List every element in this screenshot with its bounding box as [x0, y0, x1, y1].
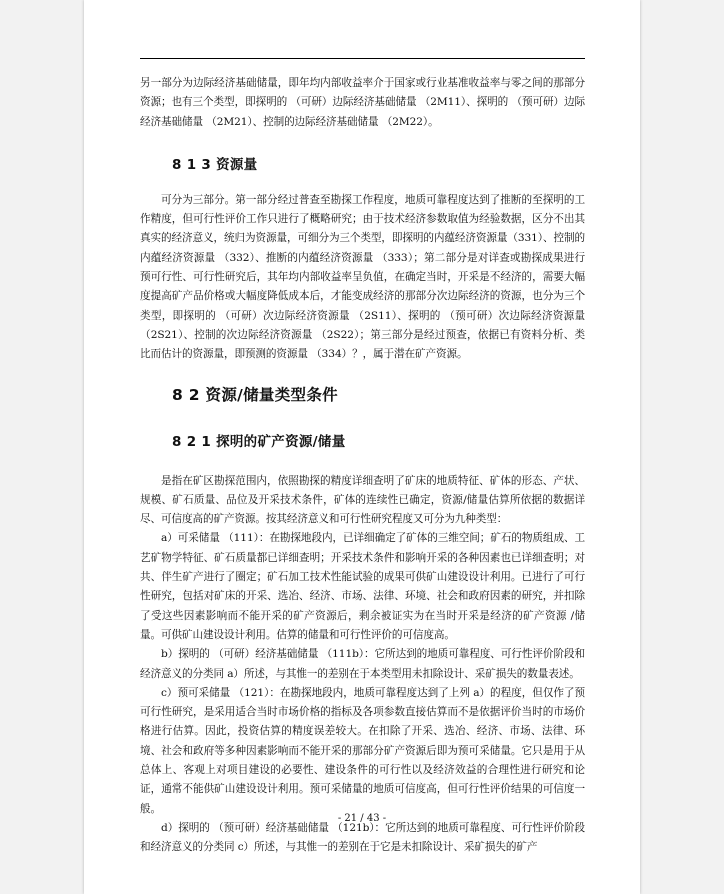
paragraph-item-a: a）可采储量 （111）：在勘探地段内，已详细确定了矿体的三维空间；矿石的物质组成、工艺矿物学特征、矿石质量都已详细查明；开采技术条件和影响开采的各种因素也已详细查明；对共、伴生矿产进行了圈定；矿石加工技术性能试验的成果可供矿山建设设计利用。已进行了可行性研究，包括对矿床的开采、选冶、经济、市场、法律、环境、社会和政府因素的研究，并扣除了受这些因素影响而不能开采的矿产资源后，剩余被证实为在当时开采是经济的矿产资源 /储量。可供矿山建设设计利用。估算的储量和可行性评价的可信度高。	[140, 532, 585, 641]
page-number: - 21 / 43 -	[337, 813, 387, 824]
paragraph-item-d: d）探明的 （预可研）经济基础储量 （121b）：它所达到的地质可靠程度、可行性评价阶段和经济意义的分类同 c）所述，与其惟一的差别在于它是未扣除设计、采矿损失的矿产	[140, 821, 585, 854]
heading-8-2: 8 2 资源/储量类型条件	[172, 385, 338, 404]
paragraph-intro: 另一部分为边际经济基础储量，即年均内部收益率介于国家或行业基准收益率与零之间的那部分资源；也有三个类型，即探明的 （可研）边际经济基础储量 （2M11）、探明的 （预可研）边际经济基础储量 （2M21）、控制的边际经济基础储量 （2M22）。	[140, 77, 585, 128]
paragraph-8-1-3: 可分为三部分。第一部分经过普查至勘探工作程度，地质可靠程度达到了推断的至探明的工作精度，但可行性评价工作只进行了概略研究；由于技术经济参数取值为经验数据，区分不出其真实的经济意义，统归为资源量，可细分为三个类型，即探明的内蕴经济资源量（331）、控制的内蕴经济资源量 （332）、推断的内蕴经济资源量 （333）；第二部分是对详查或勘探成果进行预可行性、可行性研究后，其年均内部收益率呈负值，在确定当时，开采是不经济的，需要大幅度提高矿产品价格或大幅度降低成本后，才能变成经济的那部分次边际经济的资源，也分为三个类型，即探明的 （可研）次边际经济资源量 （2S11）、探明的 （预可研）次边际经济资源量 （2S21）、控制的次边际经济资源量 （2S22）；第三部分是经过预查，依据已有资料分析、类比而估计的资源量，即预测的资源量 （334）？，属于潜在矿产资源。	[140, 193, 585, 361]
heading-8-2-1: 8 2 1 探明的矿产资源/储量	[172, 433, 346, 450]
paragraph-item-c: c）预可采储量 （121）：在勘探地段内，地质可靠程度达到了上列 a）的程度，但仅作了预可行性研究，是采用适合当时市场价格的指标及各项参数直接估算而不是依据评价当时的市场价格进行估算。因此，投资估算的精度误差较大。在扣除了开采、选冶、经济、市场、法律、环境、社会和政府等多种因素影响而不能开采的那部分矿产资源后即为预可采储量。它只是用于从总体上、客观上对项目建设的必要性、建设条件的可行性以及经济效益的合理性进行研究和论证，通常不能供矿山建设设计利用。预可采储量的地质可信度高，但可行性评价结果的可信度一般。	[140, 686, 585, 815]
paragraph-8-2-1-intro: 是指在矿区勘探范围内，依照勘探的精度详细查明了矿床的地质特征、矿体的形态、产状、规模、矿石质量、品位及开采技术条件，矿体的连续性已确定，资源/储量估算所依据的数据详尽、可信度高的矿产资源。按其经济意义和可行性研究程度又可分为九种类型：	[140, 474, 585, 526]
heading-8-1-3: 8 1 3 资源量	[172, 156, 258, 173]
document-page	[84, 0, 640, 894]
paragraph-item-b: b）探明的 （可研）经济基础储量 （111b）：它所达到的地质可靠程度、可行性评价阶段和经济意义的分类同 a）所述，与其惟一的差别在于本类型用未扣除设计、采矿损失的数量表述。	[140, 648, 585, 680]
page-content	[140, 74, 585, 858]
header-rule	[140, 58, 585, 59]
